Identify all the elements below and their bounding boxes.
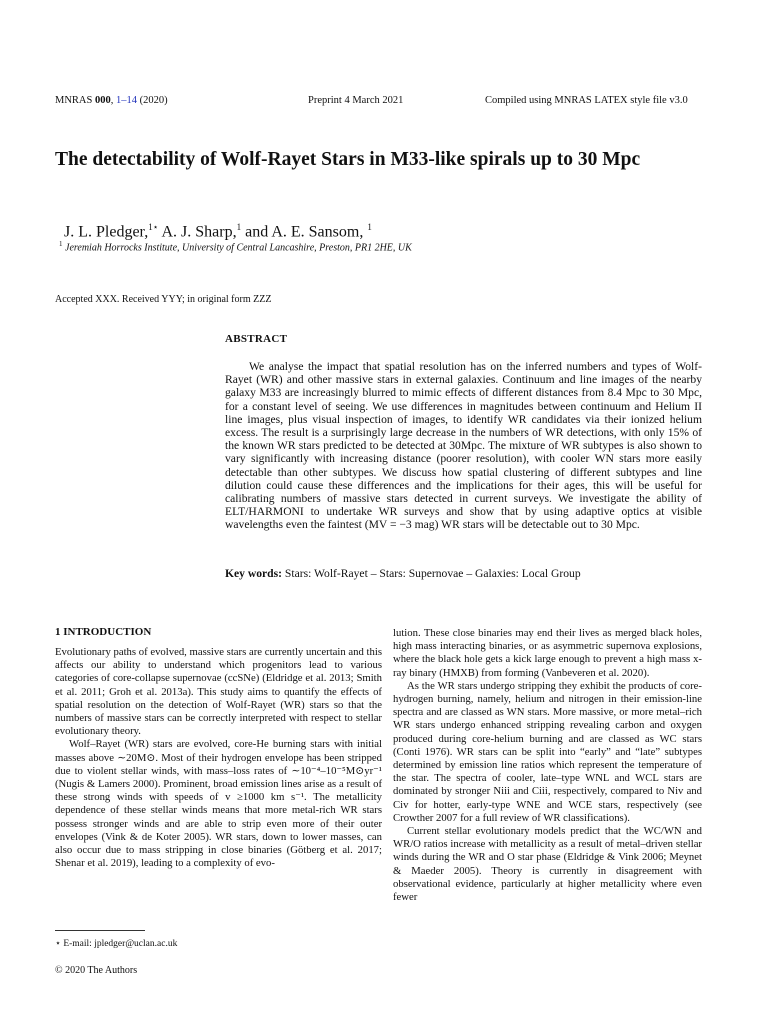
- footnote-email: ⋆ E-mail: jpledger@uclan.ac.uk: [55, 939, 178, 949]
- affiliation: [59, 240, 412, 253]
- author-3-affil: 1: [367, 222, 372, 232]
- right-column: [393, 627, 702, 904]
- copyright-notice: © 2020 The Authors: [55, 965, 138, 976]
- preprint-date: Preprint 4 March 2021: [308, 95, 404, 106]
- abstract-heading: ABSTRACT: [225, 333, 288, 345]
- left-column: [55, 646, 382, 870]
- running-header-journal: MNRAS 000, 1–14 (2020): [55, 95, 168, 106]
- paper-title: The detectability of Wolf-Rayet Stars in M33-like spirals up to 30 Mpc: [55, 149, 641, 170]
- author-2-affil: 1: [236, 222, 242, 232]
- keywords: [225, 567, 581, 580]
- journal-volume: 000: [94, 95, 111, 106]
- affiliation-text: Jeremiah Horrocks Institute, University of Central Lancashire, Preston, PR1 2HE, UK: [65, 242, 412, 254]
- keywords-label: Key words:: [225, 567, 282, 580]
- keywords-text: Stars: Wolf-Rayet – Stars: Supernovae – Galaxies: Local Group: [284, 567, 581, 580]
- author-1: J. L. Pledger,: [64, 223, 149, 241]
- paragraph: Wolf–Rayet (WR) stars are evolved, core-He burning stars with initial masses above ∼20M⊙. Most of their hydrogen envelope has been stripped due to violent stellar winds, with mass–loss rates of ∼10⁻⁴–10⁻⁵M⊙yr⁻¹ (Nugis & Lamers 2000). Prominent, broad emission lines arise as a result of these strong winds with speeds of v ≥1000 km s⁻¹. The metallicity dependence of these stellar winds means that more metal-rich WR stars possess stronger winds and are able to strip even more of their outer envelopes (Vink & de Koter 2005). WR stars, down to lower masses, can also occur due to mass stripping in close binaries (Götberg et al. 2017; Shenar et al. 2019), leading to a complexity of evo-: [55, 738, 382, 870]
- paragraph: Evolutionary paths of evolved, massive stars are currently uncertain and this affects our ability to understand which progenitors lead to various categories of core-collapse supernovae (ccSNe) (Eldridge et al. 2013; Smith et al. 2011; Groh et al. 2013a). This study aims to quantify the effects of spatial resolution on the detection of Wolf-Rayet (WR) stars so that the numbers of massive stars can be correctly interpreted with respect to stellar evolutionary theory.: [55, 646, 382, 738]
- compiled-note: Compiled using MNRAS LATEX style file v3.0: [485, 95, 688, 106]
- author-1-affil: 1⋆: [148, 222, 159, 232]
- author-3: and A. E. Sansom,: [245, 223, 364, 241]
- paragraph: As the WR stars undergo stripping they exhibit the products of core-hydrogen burning, namely, helium and nitrogen in their emission-line spectra and are classed as WN stars. More massive, or more metal–rich WR stars undergo enhanced stripping revealing carbon and oxygen produced during core-helium burning and are classed as WC stars (Conti 1976). WR stars can be split into “early” and “late” subtypes determined by emission line ratios which represent the temperature of the star. The spectra of cooler, late–type WNL and WCL stars are dominated by stronger Niii and Ciii, respectively, compared to Niv and Civ for hotter, early-type WNE and WCE stars, respectively (see Crowther 2007 for a full review of WR classifications).: [393, 679, 702, 824]
- author-list: [64, 222, 372, 241]
- paragraph: lution. These close binaries may end their lives as merged black holes, high mass interacting binaries, or as asymmetric supernova explosions, where the black hole gets a kick large enough to prevent a high mass x-ray binary (HMXB) from forming (Vanbeveren et al. 2020).: [393, 627, 702, 679]
- pages-link[interactable]: 1–14: [115, 95, 137, 106]
- author-2: A. J. Sharp,: [161, 223, 237, 241]
- journal-name: MNRAS: [55, 95, 93, 106]
- journal-year: (2020): [139, 95, 168, 106]
- paragraph: Current stellar evolutionary models predict that the WC/WN and WR/O ratios increase with metallicity as a result of metal–driven stellar winds during the WR and O star phase (Eldridge & Vink 2006; Meynet & Maeder 2005). Theory is currently in disagreement with observational evidence, particularly at higher metallicity where even fewer: [393, 825, 702, 904]
- abstract-text: We analyse the impact that spatial resolution has on the inferred numbers and types of Wolf-Rayet (WR) and other massive stars in external galaxies. Continuum and line images of the nearby galaxy M33 are increasingly blurred to mimic effects of different distances from 8.4 Mpc to 30 Mpc, for a constant level of seeing. We use differences in magnitudes between continuum and Helium II line images, plus visual inspection of images, to identify WR candidates via their ionized helium excess. The result is a surprisingly large decrease in the numbers of WR detections, with only 15% of the known WR stars predicted to be detected at 30Mpc. The mixture of WR subtypes is also shown to vary significantly with increasing distance (poorer resolution), with cooler WN stars more easily detectable than other subtypes. We discuss how spatial clustering of different subtypes and line dilution could cause these differences and the implications for their ages, this will be useful for calibrating numbers of massive stars detected in current surveys. We investigate the ability of ELT/HARMONI to undertake WR surveys and show that by using adaptive optics at visible wavelengths even the faintest (MV = −3 mag) WR stars will be detectable out to 30 Mpc.: [225, 360, 702, 532]
- footnote-rule: [55, 930, 145, 931]
- affiliation-number: 1: [59, 240, 63, 248]
- accepted-line: Accepted XXX. Received YYY; in original form ZZZ: [55, 294, 272, 305]
- section-heading-introduction: 1 INTRODUCTION: [55, 626, 152, 638]
